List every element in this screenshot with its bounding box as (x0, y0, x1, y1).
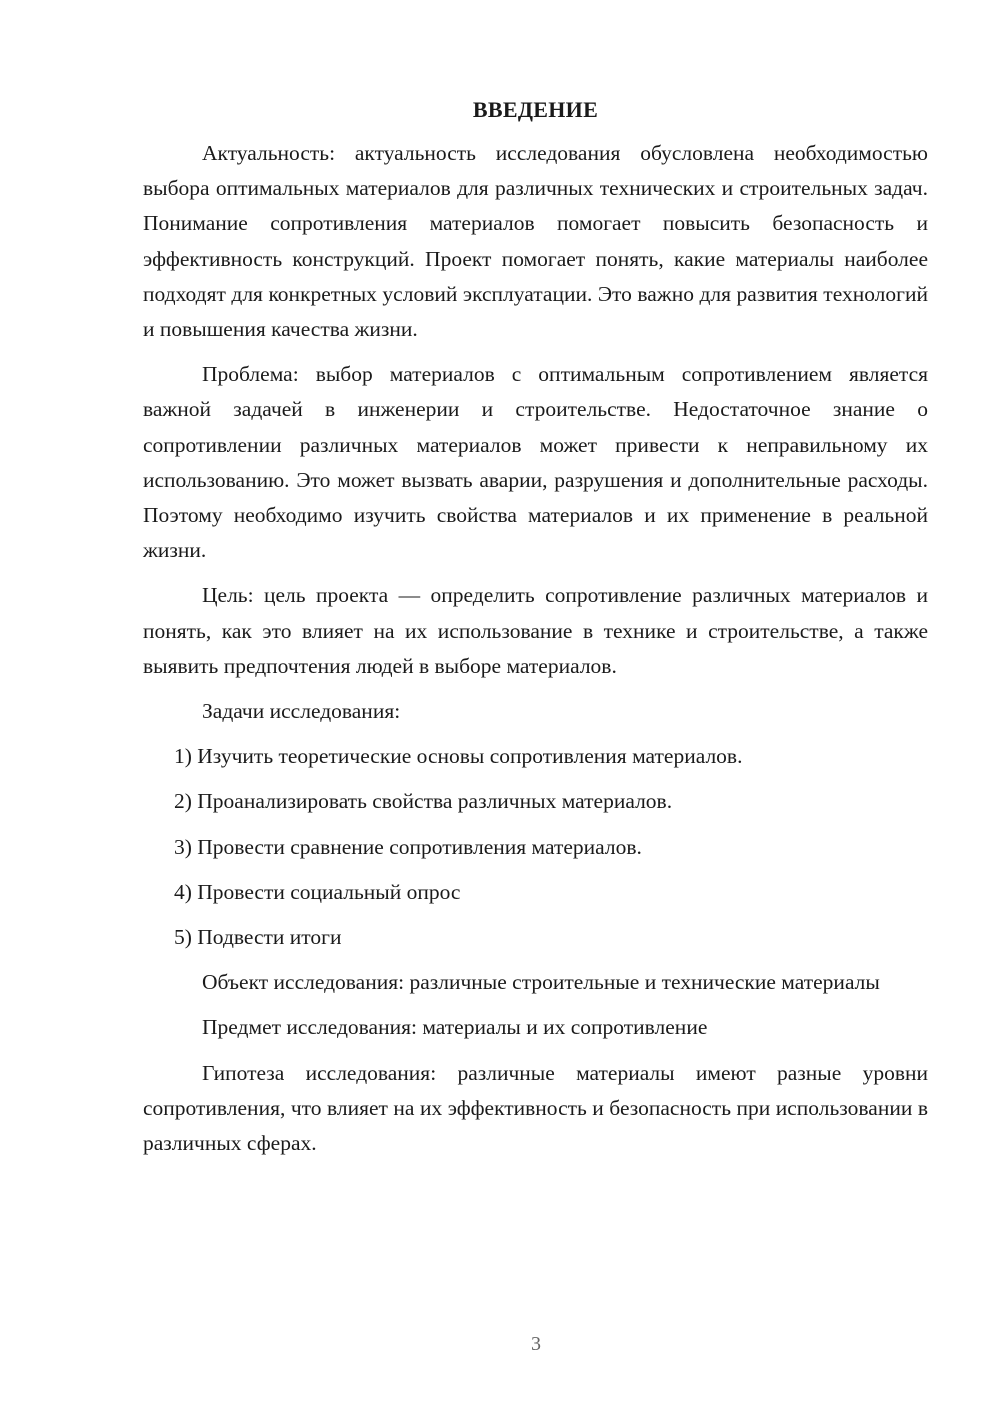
page-title: ВВЕДЕНИЕ (472, 97, 599, 122)
tasks-list (143, 739, 928, 955)
relevance-paragraph: Актуальность: актуальность исследования обусловлена необходимостью выбора оптимальных материалов для различных технических и строительных задач. Понимание сопротивления материалов помогает повысить безопасность и эффективность конструкций. Проект помогает понять, какие материалы наиболее подходят для конкретных условий эксплуатации. Это важно для развития технологий и повышения качества жизни. (143, 141, 928, 342)
task-item: 3) Провести сравнение сопротивления материалов. (174, 834, 642, 859)
page-number: 3 (531, 1333, 541, 1355)
hypothesis-paragraph: Гипотеза исследования: различные материалы имеют разные уровни сопротивления, что влияет на их эффективность и безопасность при использовании в различных сферах. (143, 1060, 928, 1156)
object-paragraph: Объект исследования: различные строительные и технические материалы (202, 970, 880, 995)
task-item: 2) Проанализировать свойства различных материалов. (174, 789, 673, 814)
page-content (143, 94, 928, 1171)
task-item: 1) Изучить теоретические основы сопротивления материалов. (174, 744, 743, 769)
tasks-heading: Задачи исследования: (202, 699, 401, 724)
task-item: 4) Провести социальный опрос (174, 879, 461, 904)
subject-paragraph: Предмет исследования: материалы и их сопротивление (202, 1015, 708, 1040)
problem-paragraph: Проблема: выбор материалов с оптимальным сопротивлением является важной задачей в инженерии и строительстве. Недостаточное знание о сопротивлении различных материалов может привести к неправильному их использованию. Это может вызвать аварии, разрушения и дополнительные расходы. Поэтому необходимо изучить свойства материалов и их применение в реальной жизни. (143, 362, 928, 563)
goal-paragraph: Цель: цель проекта — определить сопротивление различных материалов и понять, как это влияет на их использование в технике и строительстве, а также выявить предпочтения людей в выборе материалов. (143, 583, 928, 678)
task-item: 5) Подвести итоги (174, 925, 342, 950)
